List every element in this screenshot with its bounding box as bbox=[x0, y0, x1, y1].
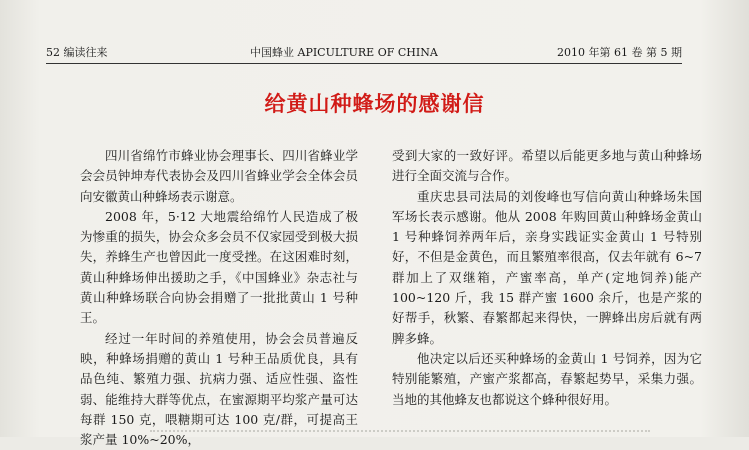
article-title: 给黄山种蜂场的感谢信 bbox=[264, 92, 485, 116]
header-rule bbox=[46, 63, 682, 64]
paragraph: 经过一年时间的养殖使用，协会会员普遍反映，种蜂场捐赠的黄山 1 号种王品质优良，具有品色纯、繁殖力强、抗病力强、适应性强、盗性弱、能维持大群等优点，在蜜源期平均浆产量可达每群 150 克，喂糖期可达 100 克/群，可提高王浆产量 10%~20%， bbox=[80, 330, 358, 448]
left-column bbox=[80, 146, 358, 450]
paragraph: 四川省绵竹市蜂业协会理事长、四川省蜂业学会会员钟坤寿代表协会及四川省蜂业学会全体会员向安徽黄山种蜂场表示谢意。 bbox=[80, 148, 358, 204]
page-number-section: 52 编读往来 bbox=[46, 46, 108, 59]
issue-info: 2010 年第 61 卷 第 5 期 bbox=[557, 46, 682, 59]
running-header bbox=[46, 44, 682, 62]
paragraph: 受到大家的一致好评。希望以后能更多地与黄山种蜂场进行全面交流与合作。 bbox=[392, 148, 702, 184]
right-column bbox=[392, 146, 702, 410]
paragraph: 重庆忠县司法局的刘俊峰也写信向黄山种蜂场朱国军场长表示感谢。他从 2008 年购回黄山种蜂场金黄山 1 号种蜂饲养两年后，亲身实践证实金黄山 1 号特别好，不但是金黄色，而且繁殖率很高，仅去年就有 6~7 群加上了双继箱，产蜜率高，单产(定地饲养)能产 100~120 斤，我 15 群产蜜 1600 余斤，也是产浆的好帮手，秋繁、春繁都起来得快，一脾蜂出房后就有两脾多蜂。 bbox=[392, 188, 702, 346]
bleed-through-line bbox=[150, 430, 650, 439]
paragraph: 他决定以后还买种蜂场的金黄山 1 号饲养，因为它特别能繁殖，产蜜产浆都高，春繁起势早，采集力强。当地的其他蜂友也都说这个蜂种很好用。 bbox=[392, 350, 702, 407]
journal-name: 中国蜂业 APICULTURE OF CHINA bbox=[250, 46, 438, 59]
paragraph: 2008 年，5·12 大地震给绵竹人民造成了极为惨重的损失，协会众多会员不仅家园受到极大损失，养蜂生产也曾因此一度受挫。在这困难时刻，黄山种蜂场伸出援助之手，《中国蜂业》杂志社与黄山种蜂场联合向协会捐赠了一批批黄山 1 号种王。 bbox=[80, 208, 358, 326]
